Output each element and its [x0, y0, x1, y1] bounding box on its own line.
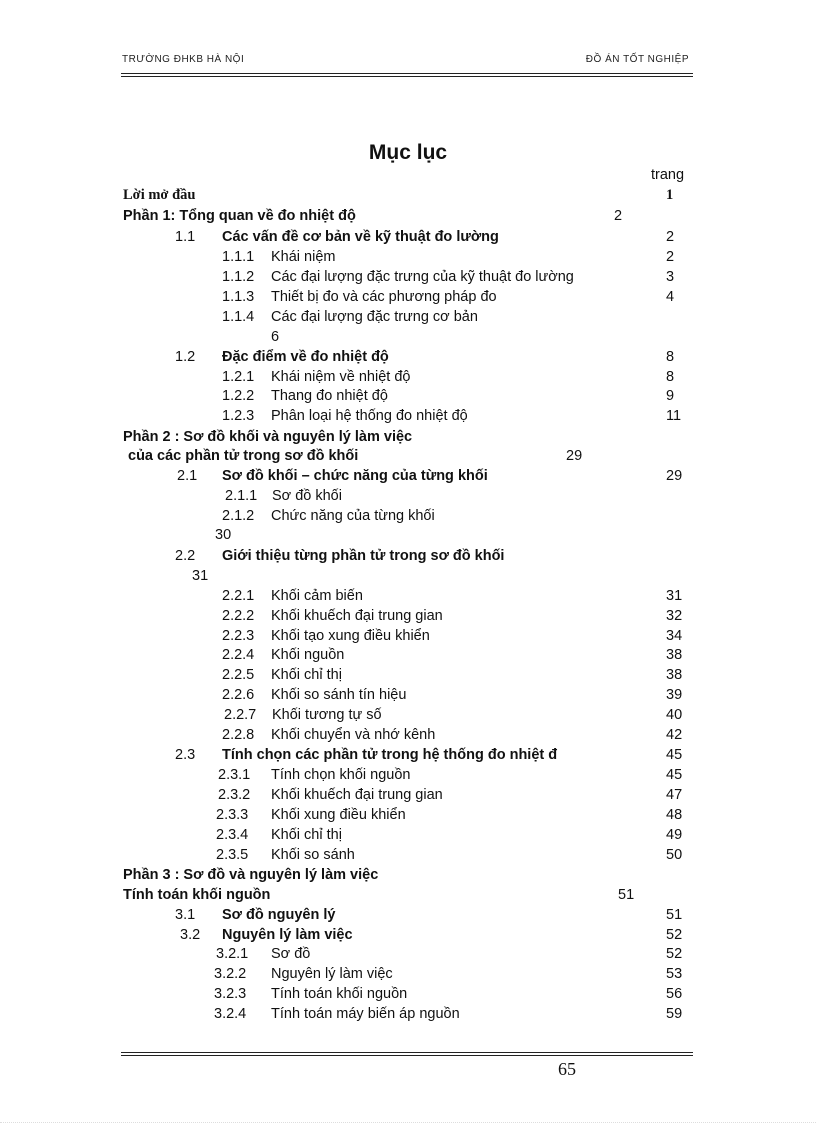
page-column-label: trang	[651, 167, 685, 183]
toc-entry-page: 29	[566, 448, 583, 464]
toc-entry-page: 51	[618, 887, 635, 903]
toc-entry-number: 2.3.3	[216, 807, 249, 823]
page-number: 65	[558, 1059, 576, 1079]
toc-entry-page: 29	[666, 468, 683, 484]
toc-entry-title: Khối xung điều khiển	[271, 807, 406, 823]
toc-entry-page: 49	[666, 827, 683, 843]
toc-entry-page: 52	[666, 946, 683, 962]
toc-entry-title: Tính toán khối nguồn	[123, 887, 271, 903]
toc-entry-title: Đặc điểm về đo nhiệt độ	[222, 349, 389, 365]
toc-entry-title: Nguyên lý làm việc	[271, 966, 393, 982]
toc-entry-title: Sơ đồ	[271, 946, 311, 962]
toc-entry-number: 2.3.2	[218, 787, 251, 803]
toc-entry-number: 2.3.4	[216, 827, 249, 843]
toc-entry-number: 2.2.7	[224, 707, 257, 723]
toc-entry-page: 2	[614, 208, 623, 224]
toc-entry-number: 1.2.2	[222, 388, 255, 404]
toc-entry-title: Tính toán máy biến áp nguồn	[271, 1006, 460, 1022]
toc-entry-number: 2.3.5	[216, 847, 249, 863]
toc-entry-page: 39	[666, 687, 683, 703]
toc-entry-number: 2.3	[175, 747, 196, 763]
toc-entry-page: 9	[666, 388, 675, 404]
page-title: Mục lục	[368, 141, 448, 164]
toc-entry-number: 1.1	[175, 229, 196, 245]
toc-entry-title: Tính chọn các phần tử trong hệ thống đo nhiệt đ	[222, 747, 558, 763]
toc-entry-title: Thang đo nhiệt độ	[271, 388, 388, 404]
toc-entry-number: 1.2.1	[222, 369, 255, 385]
toc-entry-title: Khối so sánh	[271, 847, 355, 863]
toc-entry-title: Khối so sánh tín hiệu	[271, 687, 407, 703]
toc-entry-number: 2.2.8	[222, 727, 255, 743]
toc-entry-number: 2.2.6	[222, 687, 255, 703]
toc-entry-title: Khái niệm	[271, 249, 336, 265]
toc-entry-page: 48	[666, 807, 683, 823]
toc-entry-title: Phần 1: Tổng quan về đo nhiệt độ	[123, 208, 356, 224]
toc-entry-page: 52	[666, 927, 683, 943]
toc-entry-title: Các vấn đề cơ bản về kỹ thuật đo lường	[222, 229, 499, 245]
header-left-text: TRƯỜNG ĐHKB HÀ NỘI	[122, 54, 245, 64]
toc-entry-page: 59	[666, 1006, 683, 1022]
toc-entry-title: Các đại lượng đặc trưng của kỹ thuật đo lường	[271, 269, 574, 285]
toc-entry-title: Lời mở đầu	[123, 187, 196, 203]
toc-entry-page: 40	[666, 707, 683, 723]
toc-entry-title: Phần 3 : Sơ đồ và nguyên lý làm việc	[123, 867, 379, 883]
toc-entry-page: 2	[666, 229, 675, 245]
toc-entry-title: Phần 2 : Sơ đồ khối và nguyên lý làm việc	[123, 429, 413, 445]
toc-entry-title: Sơ đồ khối	[272, 488, 342, 504]
toc-entry-number: 3.2	[180, 927, 201, 943]
toc-entry-title: Khối cảm biến	[271, 588, 363, 604]
toc-entry-number: 1.1.4	[222, 309, 255, 325]
toc-entry-number: 2.2.4	[222, 647, 255, 663]
toc-entry-number: 2.2.1	[222, 588, 255, 604]
toc-entry-number: 2.2	[175, 548, 196, 564]
toc-entry-page: 4	[666, 289, 675, 305]
toc-entry-page: 31	[666, 588, 683, 604]
toc-entry-title: Sơ đồ khối – chức năng của từng khối	[222, 468, 488, 484]
toc-entry-page: 50	[666, 847, 683, 863]
header-right-text: ĐỒ ÁN TỐT NGHIỆP	[585, 54, 689, 64]
toc-entry-number: 2.2.5	[222, 667, 255, 683]
toc-entry-number: 2.1.2	[222, 508, 255, 524]
toc-entry-number: 1.2.3	[222, 408, 255, 424]
toc-entry-page: 8	[666, 349, 675, 365]
toc-entry-title: 30	[215, 527, 232, 543]
toc-entry-title: Khối chỉ thị	[271, 667, 342, 683]
toc-entry-page: 45	[666, 767, 683, 783]
toc-entry-number: 2.1.1	[225, 488, 258, 504]
toc-entry-number: 3.1	[175, 907, 196, 923]
toc-entry-title: Giới thiệu từng phần tử trong sơ đồ khối	[222, 548, 505, 564]
toc-entry-title: Phân loại hệ thống đo nhiệt độ	[271, 408, 468, 424]
toc-entry-title: Sơ đồ nguyên lý	[222, 907, 336, 923]
toc-entry-page: 2	[666, 249, 675, 265]
toc-entry-number: 1.1.2	[222, 269, 255, 285]
toc-entry-number: 1.1.1	[222, 249, 255, 265]
toc-entry-page: 3	[666, 269, 675, 285]
toc-entry-title: 6	[271, 329, 280, 345]
toc-entry-number: 1.1.3	[222, 289, 255, 305]
toc-entry-page: 38	[666, 667, 683, 683]
toc-entry-page: 51	[666, 907, 683, 923]
toc-entry-title: Khối chỉ thị	[271, 827, 342, 843]
toc-entry-number: 2.2.2	[222, 608, 255, 624]
toc-entry-number: 3.2.3	[214, 986, 247, 1002]
toc-entry-page: 8	[666, 369, 675, 385]
toc-entry-number: 3.2.1	[216, 946, 249, 962]
footer-rule	[121, 1052, 693, 1053]
toc-entry-page: 1	[666, 187, 674, 203]
toc-entry-title: Khối tương tự số	[272, 707, 382, 723]
toc-entry-title: Các đại lượng đặc trưng cơ bản	[271, 309, 478, 325]
toc-entry-title: Tính chọn khối nguồn	[271, 767, 411, 783]
toc-entry-title: Khối chuyển và nhớ kênh	[271, 727, 436, 743]
toc-entry-number: 2.2.3	[222, 628, 255, 644]
toc-entry-title: Tính toán khối nguồn	[271, 986, 408, 1002]
toc-entry-number: 3.2.2	[214, 966, 247, 982]
toc-entry-title: Khối tạo xung điều khiển	[271, 628, 430, 644]
toc-entry-number: 1.2	[175, 349, 196, 365]
toc-entry-page: 53	[666, 966, 683, 982]
toc-entry-title: Chức năng của từng khối	[271, 508, 435, 524]
toc-entry-number: 2.3.1	[218, 767, 251, 783]
toc-entry-title: Khái niệm về nhiệt độ	[271, 369, 411, 385]
toc-entry-number: 2.1	[177, 468, 198, 484]
header-rule	[121, 76, 693, 77]
toc-entry-title: Khối nguồn	[271, 647, 345, 663]
toc-entry-title: Nguyên lý làm việc	[222, 927, 353, 943]
toc-entry-page: 11	[666, 408, 682, 424]
toc-entry-page: 56	[666, 986, 683, 1002]
toc-entry-title: Thiết bị đo và các phương pháp đo	[271, 289, 497, 305]
toc-entry-page: 34	[666, 628, 683, 644]
toc-entry-page: 42	[666, 727, 683, 743]
toc-entry-title: Khối khuếch đại trung gian	[271, 608, 443, 624]
toc-entry-page: 47	[666, 787, 683, 803]
toc-entry-title: 31	[192, 568, 209, 584]
toc-entry-title: Khối khuếch đại trung gian	[271, 787, 443, 803]
footer-rule	[121, 1055, 693, 1056]
toc-entry-page: 45	[666, 747, 683, 763]
toc-entry-page: 38	[666, 647, 683, 663]
toc-entry-page: 32	[666, 608, 683, 624]
toc-entry-number: 3.2.4	[214, 1006, 247, 1022]
header-rule	[121, 73, 693, 74]
toc-entry-title: của các phần tử trong sơ đồ khối	[128, 448, 359, 464]
